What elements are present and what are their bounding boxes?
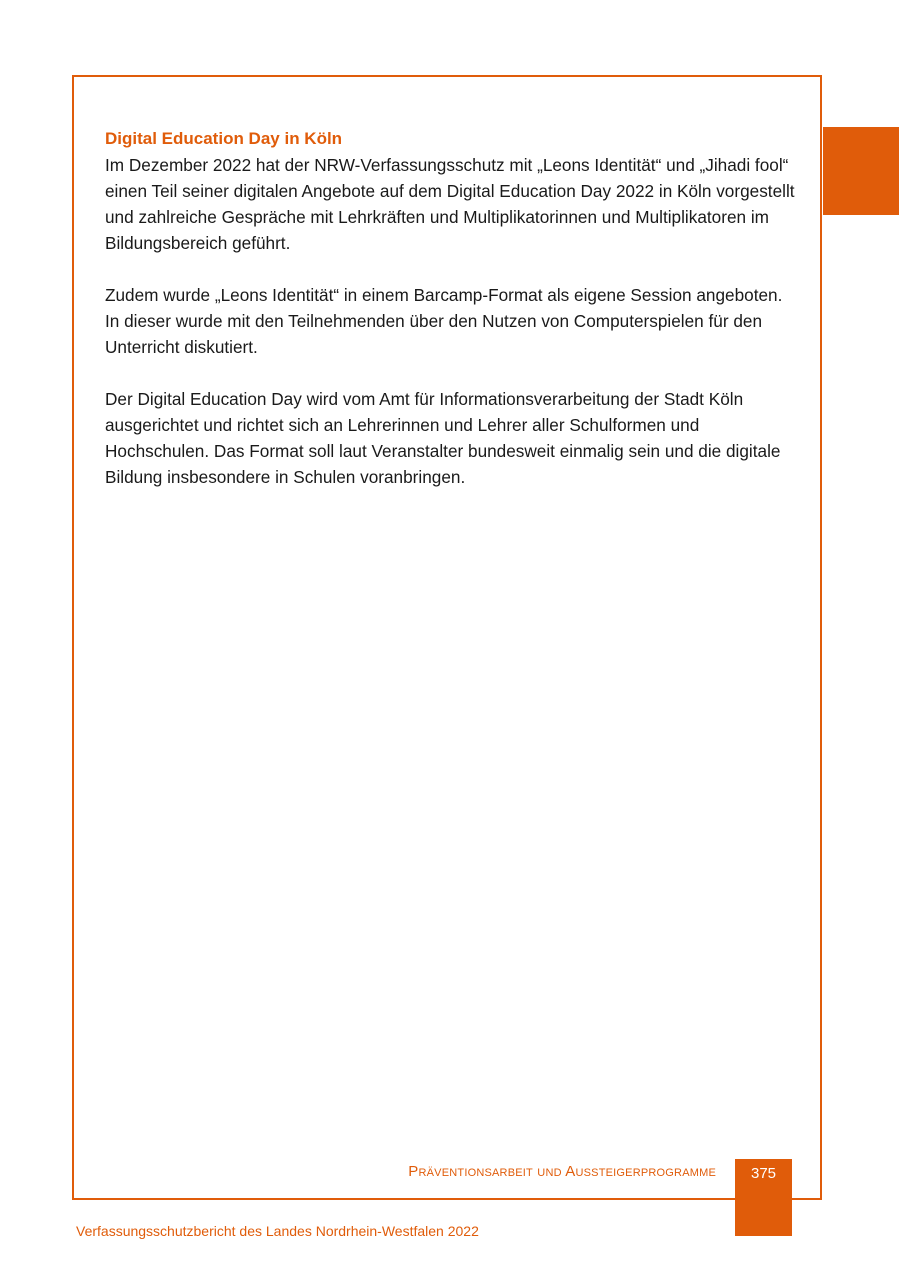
section-heading: Digital Education Day in Köln [105, 129, 343, 148]
page-number-box [735, 1159, 792, 1236]
paragraph-2: Zudem wurde „Leons Identität“ in einem Barcamp-Format als eigene Session angeboten. In dieser wurde mit den Teilnehmenden über den Nutzen von Computerspielen für den Unterricht diskutiert. [105, 285, 783, 357]
chapter-title: Präventionsarbeit und Aussteigerprogramme [408, 1163, 716, 1180]
paragraph-1: Im Dezember 2022 hat der NRW-Verfassungsschutz mit „Leons Identität“ und „Jihadi fool“ einen Teil seiner digitalen Angebote auf dem Digital Education Day 2022 in Köln vorgestellt und zahlreiche Gespräche mit Lehrkräften und Multiplikatorinnen und Multiplikatoren im Bildungsbereich geführt. [105, 155, 795, 253]
paragraph-3: Der Digital Education Day wird vom Amt für Informationsverarbeitung der Stadt Köln ausgerichtet und richtet sich an Lehrerinnen und Lehrer aller Schulformen und Hochschulen. Das Format soll laut Veranstalter bundesweit einmalig sein und die digitale Bildung insbesondere in Schulen voranbringen. [105, 389, 781, 487]
report-title: Verfassungsschutzbericht des Landes Nordrhein-Westfalen 2022 [76, 1223, 479, 1239]
main-content [105, 126, 795, 516]
chapter-side-tab [823, 127, 899, 215]
page-number: 375 [750, 1165, 777, 1182]
